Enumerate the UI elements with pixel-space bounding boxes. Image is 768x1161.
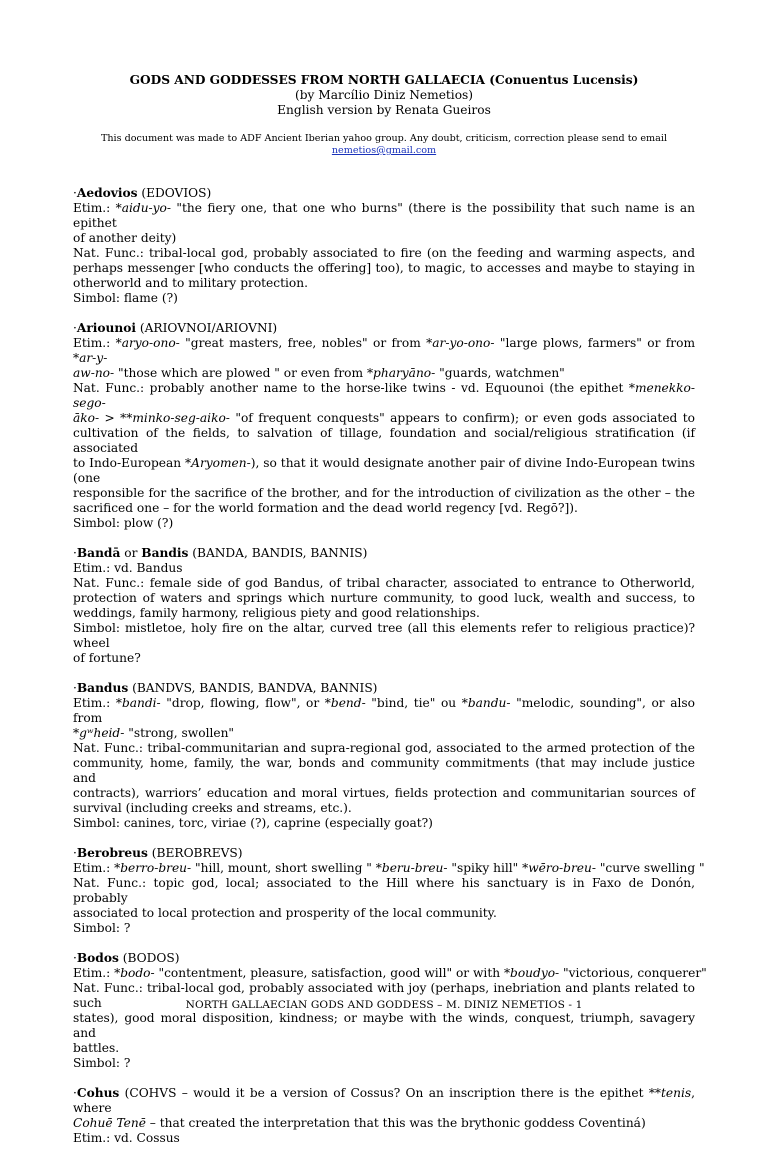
func-text: states), good moral disposition, kindness; or maybe with the winds, conquest, triumph, savagery and	[73, 1011, 695, 1040]
simbol-text: Simbol: ?	[73, 1056, 131, 1070]
func-term: āko- > **minko-seg-aiko-	[73, 411, 230, 425]
etim-text: Etim.: *	[73, 861, 121, 875]
entry-alt: (COHVS – would it be a version of Cossus? On an inscription there is the epithet **	[124, 1086, 662, 1100]
entry-berobreus: ·Berobreus (BEROBREVS) Etim.: *berro-breu- "hill, mount, short swelling " *beru-breu- "spiky hill" *wēro-breu- "curve swelling " Nat. Func.: topic god, local; associated to the Hill where his sanctuary is in Faxo de Donón, probably associated to local protection and prosperity of the local community. Simbol: ?	[73, 846, 705, 935]
etim-text: "those which are plowed " or even from *	[114, 366, 374, 380]
entry-or: or	[120, 546, 142, 560]
etim-term: pharyāno-	[373, 366, 436, 380]
func-text: Nat. Func.: female side of god Bandus, of tribal character, associated to entrance to Otherworld,	[73, 576, 695, 590]
entry-alt: (ARIOVNOI/ARIOVNI)	[139, 321, 278, 335]
entry-name: Berobreus	[76, 846, 148, 860]
func-text: survival (including creeks and streams, etc.).	[73, 801, 352, 815]
etim-text: "large plows, farmers" or from *	[73, 336, 696, 365]
func-text: cultivation of the fields, to salvation of tillage, foundation and social/religious stratification (if associated	[73, 426, 695, 455]
entry-name: Cohus	[76, 1086, 120, 1100]
etim-text: "spiky hill" *	[447, 861, 529, 875]
etim-term: bandi-	[121, 696, 161, 710]
entry-bodos: ·Bodos (BODOS) Etim.: *bodo- "contentment, pleasure, satisfaction, good will" or with *boudyo- "victorious, conquerer" Nat. Func.: tribal-local god, probably associated with joy (perhaps, inebriation and plants related to such states), good moral disposition, kindness; or maybe with the winds, conquest, triumph, savagery and battles. Simbol: ?	[73, 951, 707, 1070]
etim-text: "curve swelling "	[595, 861, 705, 875]
func-text: battles.	[73, 1041, 120, 1055]
entry-alt: – that created the interpretation that this was the brythonic goddess Coventiná)	[145, 1116, 646, 1130]
func-text: "of frequent conquests" appears to confirm); or even gods associated to	[229, 411, 696, 425]
entry-aedovios: ·Aedovios (EDOVIOS) Etim.: *aidu-yo- "the fiery one, that one who burns" (there is the possibility that such name is an epithet of another deity) Nat. Func.: tribal-local god, probably associated to fire (on the feeding and warming aspects, and perhaps messenger [who conducts the offering] too), to magic, to accesses and maybe to staying in otherworld and to military protection. Simbol: flame (?)	[73, 186, 695, 305]
entry-name: Ariounoi	[76, 321, 136, 335]
func-text: Nat. Func.: probably another name to the horse-like twins - vd. Equounoi (the epithet *	[73, 381, 635, 395]
etim-text: "contentment, pleasure, satisfaction, good will" or with *	[154, 966, 511, 980]
etim-text: Etim.: *	[73, 201, 122, 215]
etim-term: bandu-	[467, 696, 511, 710]
func-text: community, home, family, the war, bonds and community commitments (that may include justice and	[73, 756, 695, 785]
etim-text: *	[73, 726, 80, 740]
func-text: Nat. Func.: topic god, local; associated to the Hill where his sanctuary is in Faxo de Donón, probably	[73, 876, 695, 905]
etim-term: gʷheid-	[79, 726, 125, 740]
etim-text: "great masters, free, nobles" or from *	[179, 336, 433, 350]
etim-text: Etim.: *	[73, 696, 122, 710]
etim-term: bodo-	[120, 966, 155, 980]
etim-text: "melodic, sounding", or also from	[73, 696, 695, 725]
entry-alt: (BANDVS, BANDIS, BANDVA, BANNIS)	[132, 681, 378, 695]
simbol-text: Simbol: mistletoe, holy fire on the altar, curved tree (all this elements refer to religious practice)? wheel	[73, 621, 695, 650]
entry-bandus: ·Bandus (BANDVS, BANDIS, BANDVA, BANNIS) Etim.: *bandi- "drop, flowing, flow", or *bend- "bind, tie" ou *bandu- "melodic, sounding", or also from *gʷheid- "strong, swollen" Nat. Func.: tribal-communitarian and supra-regional god, associated to the armed protection of the community, home, family, the war, bonds and community commitments (that may include justice and contracts), warriors’ education and moral virtues, fields protection and communitarian sources of survival (including creeks and streams, etc.). Simbol: canines, torc, viriae (?), caprine (especially goat?)	[73, 681, 695, 830]
simbol-text: of fortune?	[73, 651, 141, 665]
func-text: protection of waters and springs which nurture community, to good luck, wealth and success, to	[73, 591, 695, 605]
etim-text: "bind, tie" ou *	[365, 696, 468, 710]
func-text: associated to local protection and prosperity of the local community.	[73, 906, 497, 920]
entry-ariounoi: ·Ariounoi (ARIOVNOI/ARIOVNI) Etim.: *aryo-ono- "great masters, free, nobles" or from *ar-yo-ono- "large plows, farmers" or from *ar-y- aw-no- "those which are plowed " or even from *pharyāno- "guards, watchmen" Nat. Func.: probably another name to the horse-like twins - vd. Equounoi (the epithet *menekko-sego- āko- > **minko-seg-aiko- "of frequent conquests" appears to confirm); or even gods associated to cultivation of the fields, to salvation of tillage, foundation and social/religious stratification (if associated to Indo-European *Aryomen-), so that it would designate another pair of divine Indo-European twins (one responsible for the sacrifice of the brother, and for the introduction of civilization as the other – the sacrificed one – for the world formation and the dead world regency [vd. Regō?]). Simbol: plow (?)	[73, 321, 696, 530]
etim-text: Etim.: *	[73, 966, 121, 980]
etim-term: aryo-ono-	[121, 336, 180, 350]
simbol-text: Simbol: canines, torc, viriae (?), caprine (especially goat?)	[73, 816, 433, 830]
etim-text: "strong, swollen"	[124, 726, 235, 740]
func-text: weddings, family harmony, religious piety and good relationships.	[73, 606, 480, 620]
entry-cohus: ·Cohus (COHVS – would it be a version of Cossus? On an inscription there is the epithet **tenis, where Cohuē Tenē – that created the interpretation that this was the brythonic goddess Coventiná) Etim.: vd. Cossus	[73, 1086, 696, 1145]
etim-text: "guards, watchmen"	[435, 366, 565, 380]
entries-list	[73, 186, 707, 1161]
func-text: ), so that it would designate another pair of divine Indo-European twins (one	[73, 456, 695, 485]
translator-line: English version by Renata Gueiros	[277, 103, 491, 117]
simbol-text: Simbol: plow (?)	[73, 516, 174, 530]
func-term: menekko-sego-	[73, 381, 695, 410]
simbol-text: Simbol: ?	[73, 921, 131, 935]
etim-text: "drop, flowing, flow", or *	[160, 696, 331, 710]
etim-term: ar-y-	[79, 351, 108, 365]
entry-alt: (BANDA, BANDIS, BANNIS)	[192, 546, 368, 560]
etim-term: ar-yo-ono-	[432, 336, 495, 350]
etim-text: Etim.: vd. Bandus	[73, 561, 183, 575]
etim-term: aidu-yo-	[121, 201, 172, 215]
entry-banda: ·Bandā or Bandis (BANDA, BANDIS, BANNIS) Etim.: vd. Bandus Nat. Func.: female side of god Bandus, of tribal character, associated to entrance to Otherworld, protection of waters and springs which nurture community, to good luck, wealth and success, to weddings, family harmony, religious piety and good relationships. Simbol: mistletoe, holy fire on the altar, curved tree (all this elements refer to religious practice)? wheel of fortune?	[73, 546, 695, 665]
email-link[interactable]: nemetios@gmail.com	[331, 145, 437, 156]
etim-text: Etim.: vd. Cossus	[73, 1131, 180, 1145]
func-text: sacrificed one – for the world formation and the dead world regency [vd. Regō?]).	[73, 501, 578, 515]
contact-note-text: This document was made to ADF Ancient Iberian yahoo group. Any doubt, criticism, correction please send to email	[100, 133, 668, 144]
etim-text: "hill, mount, short swelling " *	[191, 861, 382, 875]
contact-note	[73, 133, 695, 157]
etim-term: wēro-breu-	[528, 861, 596, 875]
func-text: to Indo-European *	[73, 456, 192, 470]
etim-text: Etim.: *	[73, 336, 122, 350]
entry-name: Aedovios	[76, 186, 138, 200]
author-byline: (by Marcílio Diniz Nemetios)	[294, 88, 474, 102]
func-text: responsible for the sacrifice of the brother, and for the introduction of civilization as the other – the	[73, 486, 695, 500]
etim-term: beru-breu-	[381, 861, 448, 875]
entry-name: Bandus	[76, 681, 129, 695]
document-title: GODS AND GODDESSES FROM NORTH GALLAECIA (Conuentus Lucensis)	[129, 73, 639, 87]
entry-name: Bandā	[76, 546, 121, 560]
entry-name: Bodos	[76, 951, 119, 965]
etim-term: boudyo-	[510, 966, 560, 980]
entry-alt: , where	[73, 1086, 696, 1115]
etim-text: "victorious, conquerer"	[559, 966, 707, 980]
simbol-text: Simbol: flame (?)	[73, 291, 178, 305]
func-term: Aryomen-	[191, 456, 251, 470]
func-text: otherworld and to military protection.	[73, 276, 308, 290]
func-text: Nat. Func.: tribal-local god, probably associated with joy (perhaps, inebriation and plants related to such	[73, 981, 695, 1010]
entry-alt-term: Cohuē Tenē	[73, 1116, 146, 1130]
etim-term: bend-	[330, 696, 366, 710]
func-text: Nat. Func.: tribal-communitarian and supra-regional god, associated to the armed protection of the	[73, 741, 695, 755]
entry-name: Bandis	[141, 546, 189, 560]
entry-alt: (BEROBREVS)	[151, 846, 243, 860]
page-footer: NORTH GALLAECIAN GODS AND GODDESS – M. DINIZ NEMETIOS - 1	[185, 999, 583, 1011]
entry-alt-term: tenis	[661, 1086, 692, 1100]
etim-term: aw-no-	[73, 366, 115, 380]
entry-alt: (EDOVIOS)	[141, 186, 212, 200]
func-text: contracts), warriors’ education and moral virtues, fields protection and communitarian sources of	[73, 786, 695, 800]
func-text: perhaps messenger [who conducts the offering] too), to magic, to accesses and maybe to staying in	[73, 261, 695, 275]
func-text: Nat. Func.: tribal-local god, probably associated to fire (on the feeding and warming aspects, and	[73, 246, 695, 260]
etim-text: "the fiery one, that one who burns" (there is the possibility that such name is an epithet	[73, 201, 695, 230]
etim-text: of another deity)	[73, 231, 177, 245]
entry-alt: (BODOS)	[122, 951, 180, 965]
etim-term: berro-breu-	[120, 861, 192, 875]
